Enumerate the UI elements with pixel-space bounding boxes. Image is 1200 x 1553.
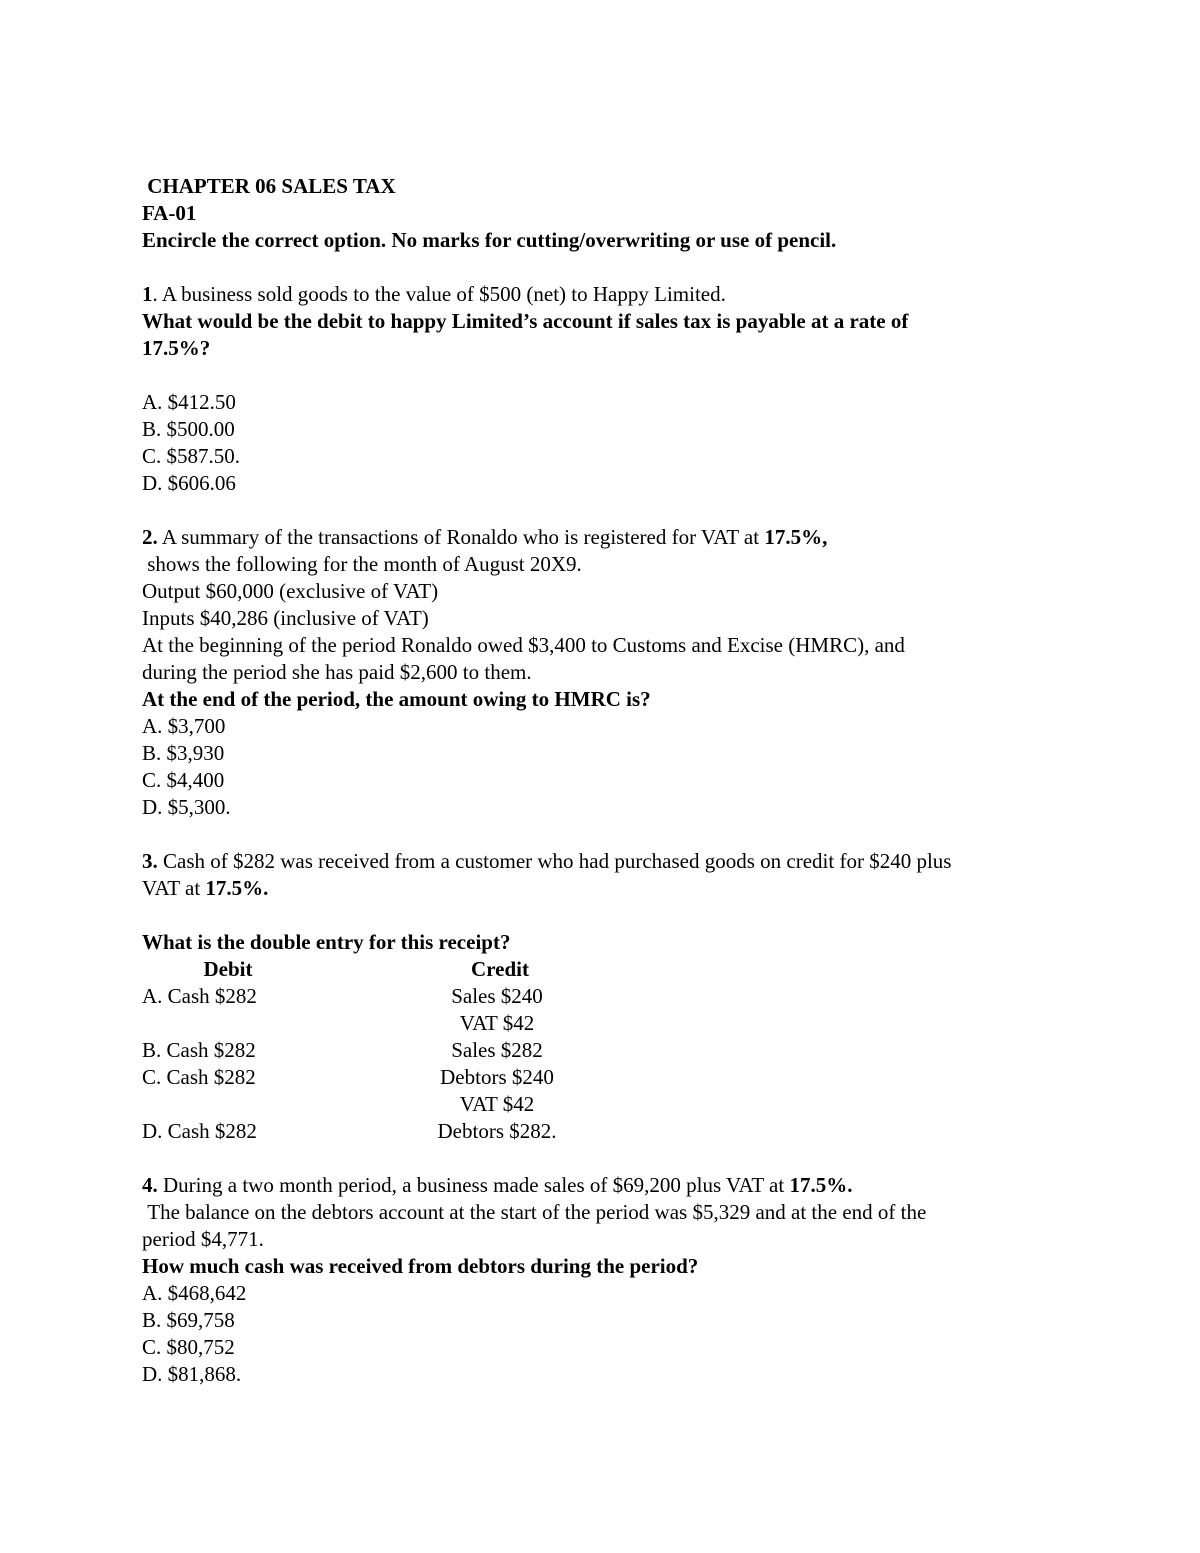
question-1-number: 1: [142, 282, 153, 306]
double-entry-row: [142, 1010, 1102, 1037]
question-3-prompt: What is the double entry for this receipt?: [142, 930, 511, 954]
chapter-title: CHAPTER 06 SALES TAX: [142, 174, 396, 198]
question-4-option-d: D. $81,868.: [142, 1362, 242, 1386]
double-entry-row: [142, 1118, 1102, 1145]
question-1-option-d: D. $606.06: [142, 471, 236, 495]
question-2-line5: At the beginning of the period Ronaldo owed $3,400 to Customs and Excise (HMRC), and: [142, 633, 905, 657]
question-4-option-b: B. $69,758: [142, 1308, 235, 1332]
question-4-option-c: C. $80,752: [142, 1335, 235, 1359]
question-2-option-d: D. $5,300.: [142, 795, 231, 819]
question-2-option-b: B. $3,930: [142, 741, 225, 765]
credit-cell: VAT $42: [459, 1011, 535, 1035]
credit-cell: Debtors $240: [440, 1065, 554, 1089]
question-2-line6: during the period she has paid $2,600 to them.: [142, 660, 532, 684]
question-3-stem-line2: VAT at 17.5%.: [142, 876, 269, 900]
question-1-stem: 1. A business sold goods to the value of $500 (net) to Happy Limited.: [142, 282, 726, 306]
question-4-stem: 4. During a two month period, a business made sales of $69,200 plus VAT at 17.5%.: [142, 1173, 853, 1197]
question-1-option-a: A. $412.50: [142, 390, 236, 414]
document-page: [142, 173, 1102, 1388]
question-2-option-c: C. $4,400: [142, 768, 225, 792]
question-4-prompt: How much cash was received from debtors during the period?: [142, 1254, 699, 1278]
question-1-prompt-line2: 17.5%?: [142, 336, 211, 360]
double-entry-row: [142, 1037, 1102, 1064]
debit-cell: C. Cash $282: [142, 1065, 256, 1089]
course-code: FA-01: [142, 201, 197, 225]
question-1-option-b: B. $500.00: [142, 417, 235, 441]
question-2-option-a: A. $3,700: [142, 714, 226, 738]
question-2-line3: Output $60,000 (exclusive of VAT): [142, 579, 439, 603]
question-2-number: 2.: [142, 525, 158, 549]
double-entry-header: [142, 956, 1102, 983]
double-entry-row: [142, 1064, 1102, 1091]
credit-column-header: Credit: [471, 957, 529, 981]
instructions: Encircle the correct option. No marks for cutting/overwriting or use of pencil.: [142, 228, 837, 252]
double-entry-row: [142, 1091, 1102, 1118]
question-4-line2: The balance on the debtors account at the start of the period was $5,329 and at the end of the: [142, 1200, 927, 1224]
question-2-prompt: At the end of the period, the amount owing to HMRC is?: [142, 687, 651, 711]
double-entry-row: [142, 983, 1102, 1010]
credit-cell: Sales $282: [451, 1038, 543, 1062]
question-4-option-a: A. $468,642: [142, 1281, 247, 1305]
question-1-option-c: C. $587.50.: [142, 444, 241, 468]
question-2-line4: Inputs $40,286 (inclusive of VAT): [142, 606, 429, 630]
question-4-number: 4.: [142, 1173, 158, 1197]
debit-cell: D. Cash $282: [142, 1119, 257, 1143]
debit-column-header: Debit: [203, 957, 253, 981]
debit-cell: A. Cash $282: [142, 984, 257, 1008]
debit-cell: B. Cash $282: [142, 1038, 256, 1062]
question-2-line2: shows the following for the month of August 20X9.: [142, 552, 582, 576]
credit-cell: Sales $240: [451, 984, 543, 1008]
question-4-line3: period $4,771.: [142, 1227, 264, 1251]
credit-cell: Debtors $282.: [437, 1119, 557, 1143]
question-3-stem: 3. Cash of $282 was received from a customer who had purchased goods on credit for $240 plus: [142, 849, 952, 873]
question-1-prompt-line1: What would be the debit to happy Limited’s account if sales tax is payable at a rate of: [142, 309, 909, 333]
question-2-stem: 2. A summary of the transactions of Ronaldo who is registered for VAT at 17.5%,: [142, 525, 828, 549]
credit-cell: VAT $42: [459, 1092, 535, 1116]
question-3-number: 3.: [142, 849, 158, 873]
